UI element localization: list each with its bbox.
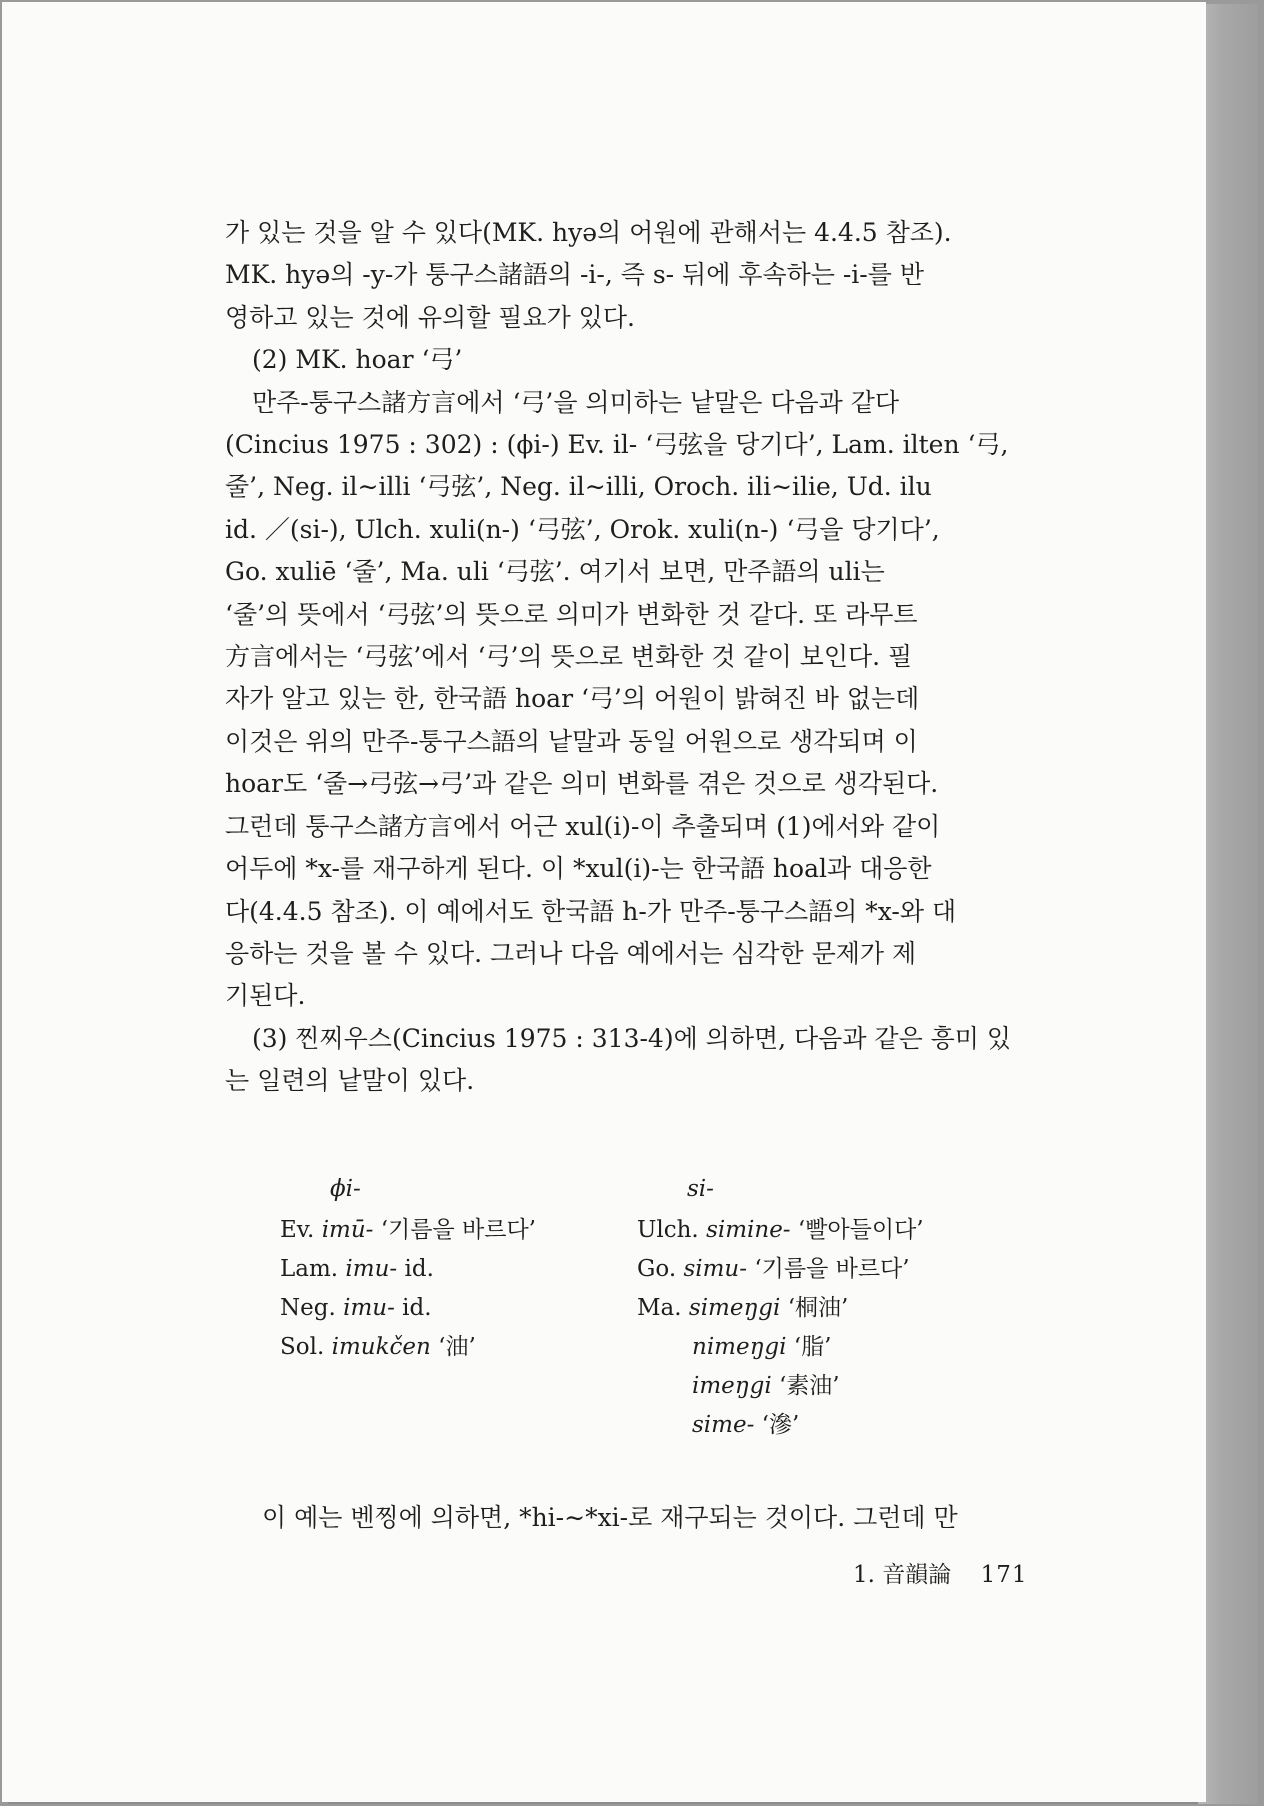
text-line-1: 가 있는 것을 알 수 있다(MK. hyə의 어원에 관해서는 4.4.5 참조). [225, 218, 952, 247]
page-spine [1198, 4, 1258, 1804]
text-line-13: 이것은 위의 만주-퉁구스語의 낱말과 동일 어원으로 생각되며 이 [225, 726, 918, 756]
text-line-9: Go. xuliē ‘줄’, Ma. uli ‘弓弦’. 여기서 보면, 만주語의 uli는 [225, 557, 885, 587]
example-gloss: ‘기름을 바르다’ [754, 1256, 910, 1282]
example-row [280, 1211, 536, 1250]
text-line-5: 만주-퉁구스諸方言에서 ‘弓’을 의미하는 낱말은 다음과 같다 [252, 387, 900, 417]
example-word: simu- [683, 1256, 748, 1282]
example-row [637, 1211, 924, 1250]
final-text-line: 이 예는 벤찡에 의하면, *hi-∼*xi-로 재구되는 것이다. 그런데 만 [262, 1503, 958, 1532]
text-line-11: 方言에서는 ‘弓弦’에서 ‘弓’의 뜻으로 변화한 것 같이 보인다. 필 [225, 642, 913, 672]
section-heading-2: (2) MK. hoar ‘弓’ [252, 345, 463, 375]
example-gloss: ‘빨아들이다’ [797, 1217, 924, 1243]
example-column-si [637, 1170, 924, 1445]
text-line-2: MK. hyə의 -y-가 퉁구스諸語의 -i-, 즉 s- 뒤에 후속하는 -i-를 반 [225, 260, 924, 290]
page-footer [853, 1556, 1027, 1589]
section-heading-3: (3) 찐찌우스(Cincius 1975 : 313-4)에 의하면, 다음과 같은 흥미 있 [252, 1023, 1012, 1053]
example-gloss: ‘油’ [438, 1334, 476, 1360]
text-line-12: 자가 알고 있는 한, 한국語 hoar ‘弓’의 어원이 밝혀진 바 없는데 [225, 684, 920, 714]
example-word: imeŋgi [692, 1373, 772, 1399]
text-line-10: ‘줄’의 뜻에서 ‘弓弦’의 뜻으로 의미가 변화한 것 같다. 또 라무트 [225, 599, 918, 629]
text-line-16: 어두에 *x-를 재구하게 된다. 이 *xul(i)-는 한국語 hoal과 대응한 [225, 854, 932, 884]
example-word: sime- [692, 1412, 755, 1438]
example-row [637, 1250, 924, 1289]
example-row [280, 1328, 536, 1367]
example-row [280, 1250, 536, 1289]
text-line-18: 응하는 것을 볼 수 있다. 그러나 다음 예에서는 심각한 문제가 제 [225, 938, 917, 968]
example-gloss: id. [402, 1295, 432, 1321]
example-gloss: ‘기름을 바르다’ [380, 1217, 536, 1243]
text-line-21: 는 일련의 낱말이 있다. [225, 1066, 475, 1096]
text-line-6: (Cincius 1975 : 302) : (ϕi-) Ev. il- ‘弓弦을 당기다’, Lam. ilten ‘弓, [225, 430, 1009, 460]
example-gloss: ‘滲’ [761, 1412, 800, 1438]
text-line-8: id. ／(si-), Ulch. xuli(n-) ‘弓弦’, Orok. xuli(n-) ‘弓을 당기다’, [225, 514, 940, 544]
text-line-15: 그런데 퉁구스諸方言에서 어근 xul(i)-이 추출되며 (1)에서와 같이 [225, 811, 941, 841]
text-line-19: 기된다. [225, 981, 306, 1011]
example-row [637, 1328, 924, 1367]
lang-abbrev: Ev. [280, 1217, 315, 1243]
lang-abbrev: Ulch. [637, 1217, 699, 1243]
column-header-si: si- [687, 1176, 714, 1202]
example-word: imu- [343, 1295, 395, 1321]
page-number: 171 [980, 1562, 1028, 1588]
example-word: imukčen [331, 1334, 431, 1360]
column-header-phi: ϕi- [330, 1176, 361, 1202]
lang-abbrev: Lam. [280, 1256, 339, 1282]
text-line-14: hoar도 ‘줄→弓弦→弓’과 같은 의미 변화를 겪은 것으로 생각된다. [225, 769, 939, 799]
running-section-title: 1. 音韻論 [853, 1562, 952, 1588]
example-gloss: id. [404, 1256, 434, 1282]
example-word: simine- [706, 1217, 791, 1243]
example-gloss: ‘桐油’ [787, 1295, 849, 1321]
example-gloss: ‘素油’ [778, 1373, 840, 1399]
text-line-3: 영하고 있는 것에 유의할 필요가 있다. [225, 302, 635, 332]
lang-abbrev: Go. [637, 1256, 677, 1282]
example-word: imū- [321, 1217, 374, 1243]
example-column-phi [280, 1170, 536, 1367]
lang-abbrev: Sol. [280, 1334, 325, 1360]
body-text [225, 212, 1040, 1103]
example-word: simeŋgi [688, 1295, 781, 1321]
text-line-17: 다(4.4.5 참조). 이 예에서도 한국語 h-가 만주-퉁구스語의 *x-와 대 [225, 896, 957, 926]
example-row [637, 1406, 924, 1445]
example-row [637, 1367, 924, 1406]
example-word: imu- [345, 1256, 398, 1282]
text-line-7: 줄’, Neg. il∼illi ‘弓弦’, Neg. il∼illi, Oroch. ili∼ilie, Ud. ilu [225, 472, 932, 502]
lang-abbrev: Neg. [280, 1295, 336, 1321]
example-row [280, 1289, 536, 1328]
lang-abbrev: Ma. [637, 1295, 682, 1321]
example-row [637, 1289, 924, 1328]
example-word: nimeŋgi [692, 1334, 787, 1360]
example-gloss: ‘脂’ [793, 1334, 832, 1360]
